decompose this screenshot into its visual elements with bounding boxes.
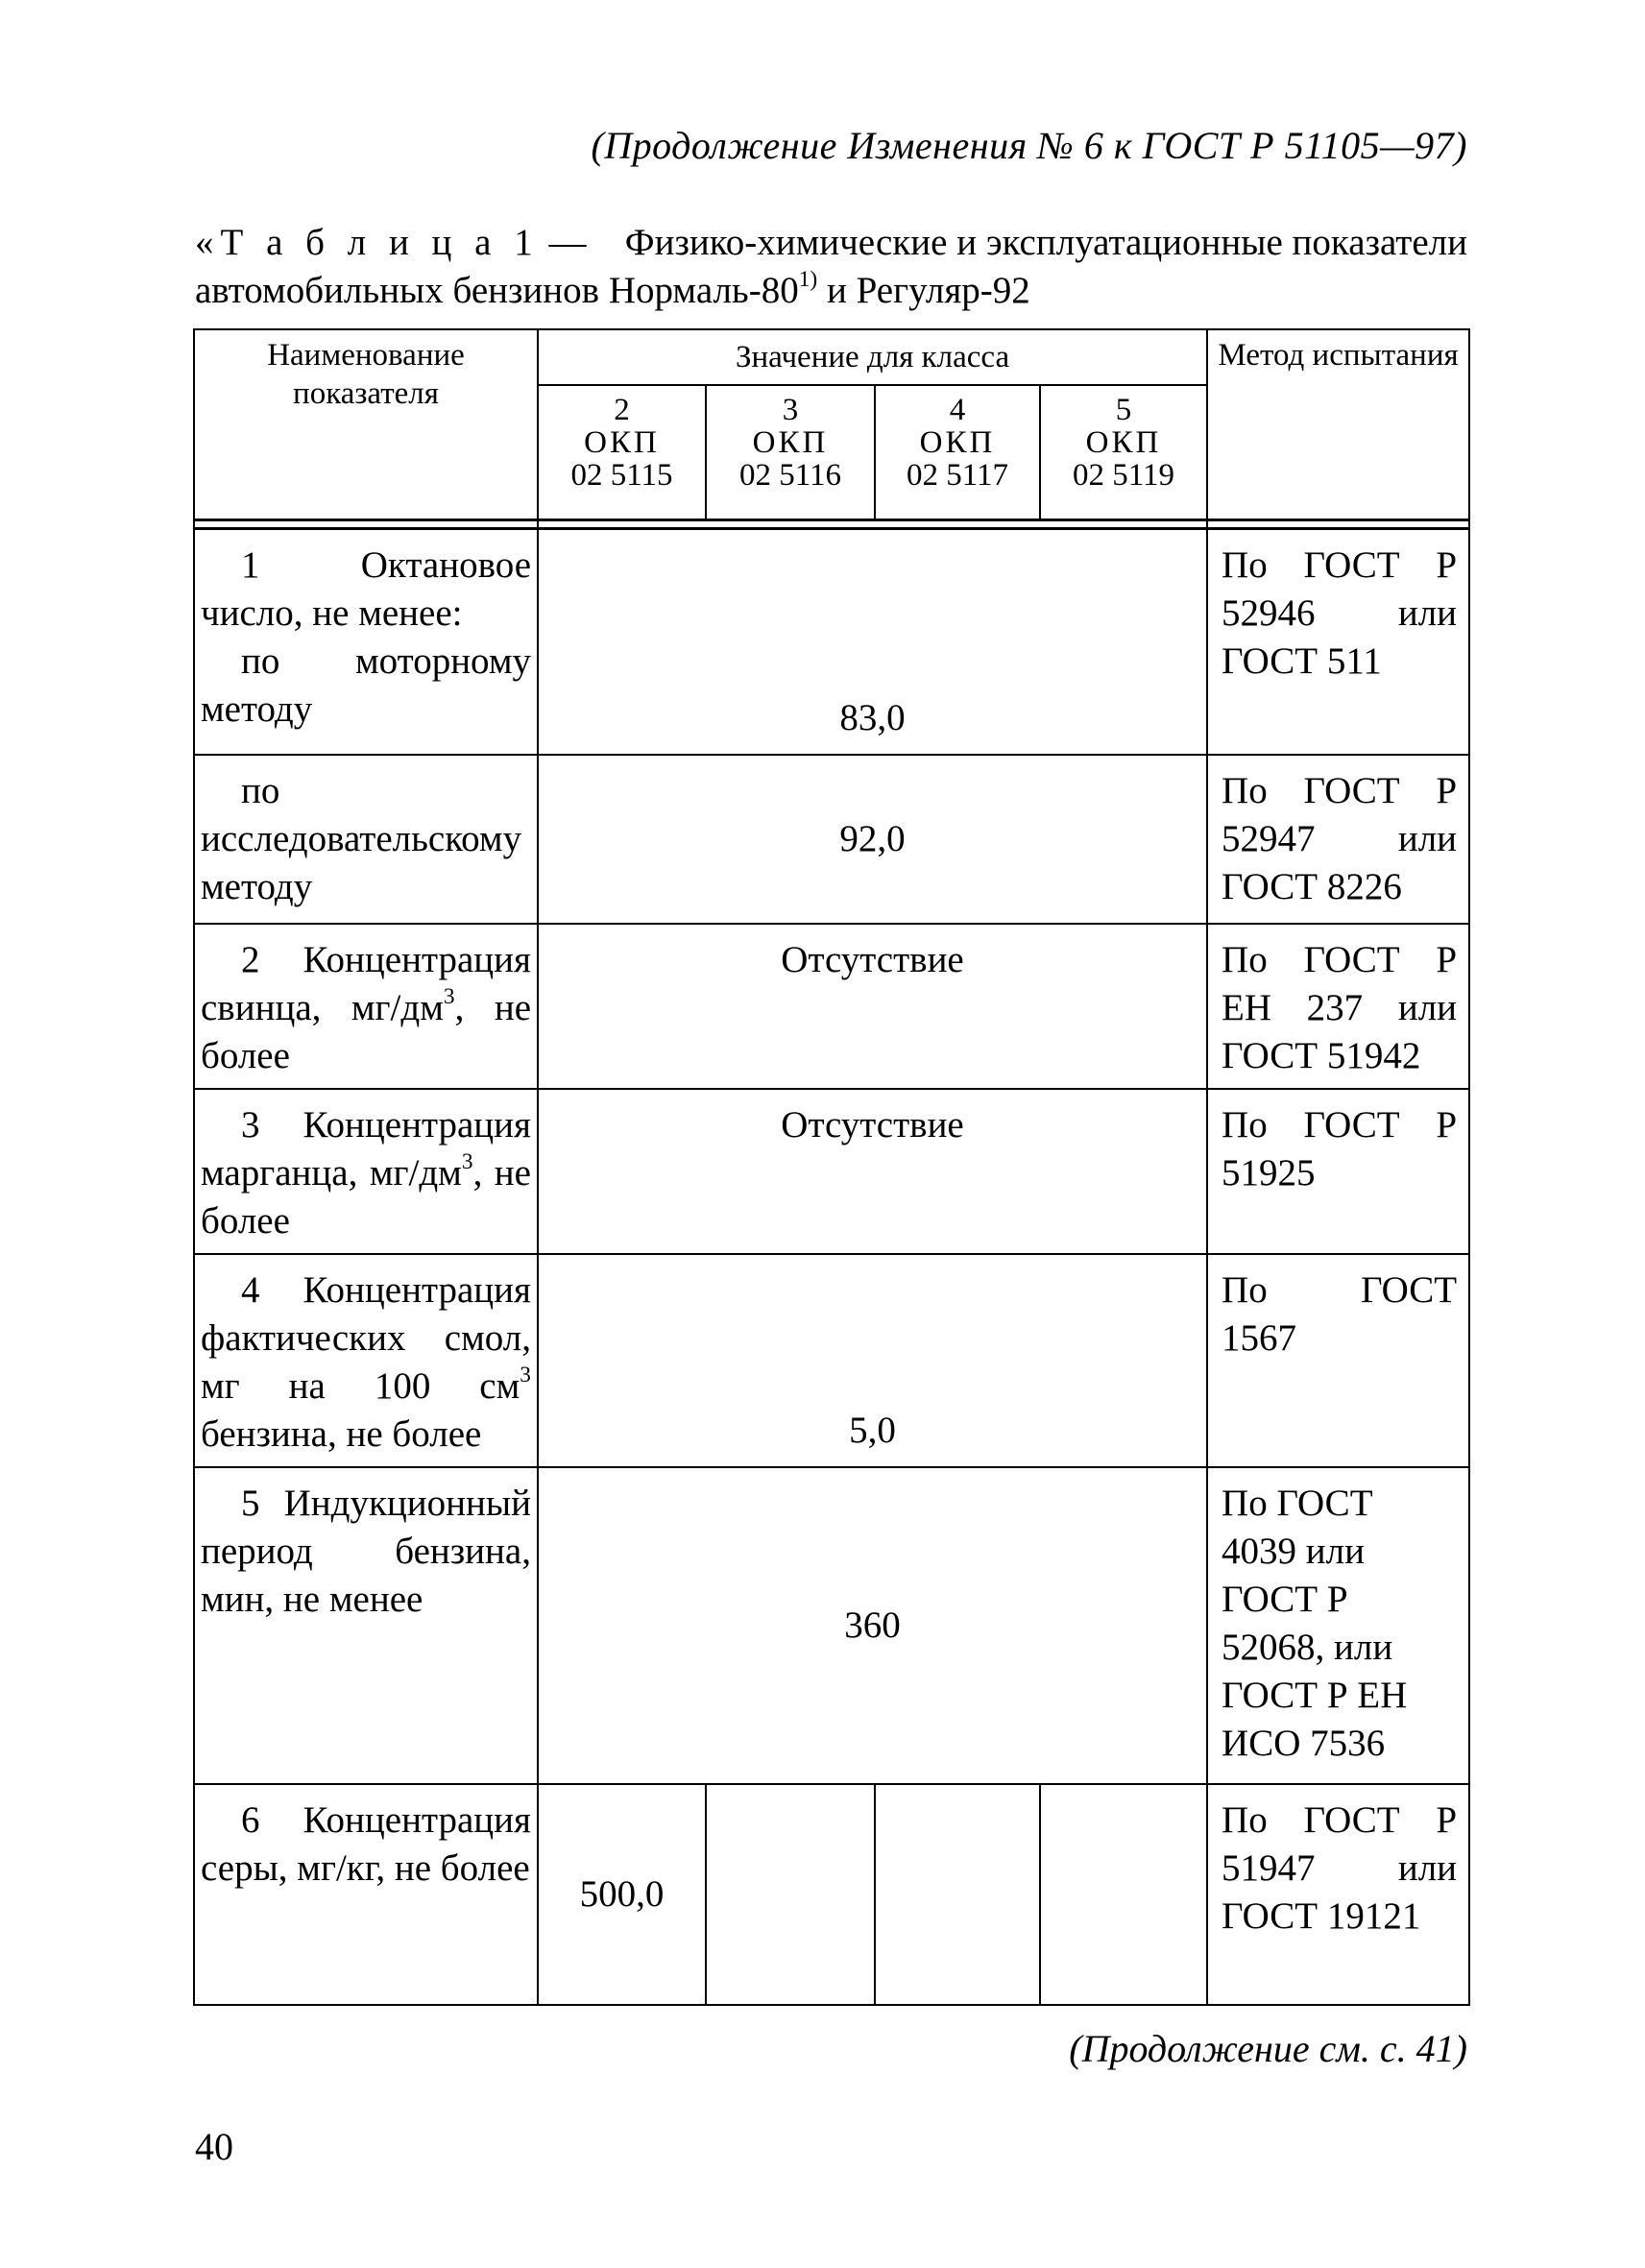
row-name (194, 1089, 538, 1254)
header-method: Метод испытания (1207, 329, 1469, 519)
superscript: 3 (443, 983, 455, 1009)
continuation-footer: (Продолжение см. с. 41) (1069, 2027, 1467, 2070)
table-row (194, 755, 1469, 924)
table-row (194, 1089, 1469, 1254)
header-class-4 (875, 385, 1040, 519)
row-value: Отсутствие (538, 1089, 1207, 1254)
class-number: 5 (1115, 393, 1132, 427)
row-name (194, 1784, 538, 2005)
class-number: 3 (782, 393, 799, 427)
caption-dash: — (548, 222, 587, 263)
row-name-text (201, 1267, 531, 1459)
row-name-post: бензина, не более (201, 1413, 482, 1455)
table-row (194, 924, 1469, 1089)
row-name-part-b: по моторному методу (201, 639, 531, 730)
table-row (194, 1467, 1469, 1784)
row-name-pre: 4 Концентрация фактических смол, мг на 100 см (201, 1269, 531, 1407)
class-code: 02 5117 (906, 458, 1009, 493)
row-name (194, 1254, 538, 1467)
row-name (194, 924, 538, 1089)
table-row (194, 1254, 1469, 1467)
header-separator (194, 519, 1469, 528)
header-name: Наименование показателя (194, 329, 538, 519)
row-name-pre: 3 Концентрация марганца, мг/дм (201, 1104, 531, 1194)
superscript: 3 (520, 1362, 531, 1387)
row-method: По ГОСТ Р 52947 или ГОСТ 8226 (1207, 755, 1469, 924)
row-method: По ГОСТ Р 51947 или ГОСТ 19121 (1207, 1784, 1469, 2005)
row-value: Отсутствие (538, 924, 1207, 1089)
class-code: 02 5115 (570, 458, 673, 493)
row-value: 83,0 (538, 528, 1207, 755)
row-name-text (201, 936, 531, 1080)
header-class-3 (706, 385, 875, 519)
row-name-text (201, 1101, 531, 1245)
table-row (194, 528, 1469, 755)
row-name (194, 528, 538, 755)
class-code: 02 5119 (1073, 458, 1175, 493)
row-value: 92,0 (538, 755, 1207, 924)
class-okp: ОКП (1085, 425, 1162, 460)
properties-table (193, 328, 1470, 2006)
table-row (194, 1784, 1469, 2005)
row-method: По ГОСТ Р ЕН 237 или ГОСТ 51942 (1207, 924, 1469, 1089)
row-name-post: , не более (201, 987, 532, 1076)
row-name (194, 1467, 538, 1784)
row-method: По ГОСТ Р 51925 (1207, 1089, 1469, 1254)
row-value: 5,0 (538, 1254, 1207, 1467)
row-name-text: 5 Индукционный период бензина, мин, не менее (201, 1483, 531, 1620)
page-number: 40 (195, 2125, 233, 2168)
row-name-text: по исследовательскому методу (201, 770, 522, 907)
row-name-text: 6 Концентрация серы, мг/кг, не более (201, 1799, 531, 1889)
class-code: 02 5116 (738, 458, 842, 493)
caption-text-line2b: и Регуляр-92 (817, 270, 1030, 311)
row-method: По ГОСТ 1567 (1207, 1254, 1469, 1467)
superscript: 3 (461, 1148, 473, 1174)
class-number: 2 (614, 393, 630, 427)
row-value-class-5 (1040, 1784, 1207, 2005)
row-method: По ГОСТ Р 52946 или ГОСТ 511 (1207, 528, 1469, 755)
class-okp: ОКП (584, 425, 660, 460)
class-okp: ОКП (752, 425, 829, 460)
header-class-5 (1040, 385, 1207, 519)
row-name-part-a: 1 Октановое число, не менее: (201, 543, 531, 634)
class-number: 4 (949, 393, 966, 427)
continuation-header: (Продолжение Изменения № 6 к ГОСТ Р 51105—97) (591, 124, 1467, 167)
row-value-class-3 (706, 1784, 875, 2005)
table-caption (195, 219, 1467, 315)
row-value: 360 (538, 1467, 1207, 1784)
row-name (194, 755, 538, 924)
caption-text-line1: Физико-химические и эксплуатационные показатели (624, 222, 1467, 263)
row-value-class-2: 500,0 (538, 1784, 706, 2005)
caption-text-line2a: автомобильных бензинов Нормаль-80 (195, 270, 799, 311)
header-class-2 (538, 385, 706, 519)
row-name-post: , не более (201, 1152, 531, 1242)
class-okp: ОКП (919, 425, 996, 460)
row-method: По ГОСТ 4039 или ГОСТ Р 52068, или ГОСТ Р ЕН ИСО 7536 (1207, 1467, 1469, 1784)
row-name-pre: 2 Концентрация свинца, мг/дм (201, 939, 531, 1028)
header-value-group: Значение для класса (538, 329, 1207, 385)
table-label: «Т а б л и ц а 1 (195, 222, 540, 263)
footnote-mark: 1) (798, 266, 818, 292)
row-value-class-4 (875, 1784, 1040, 2005)
